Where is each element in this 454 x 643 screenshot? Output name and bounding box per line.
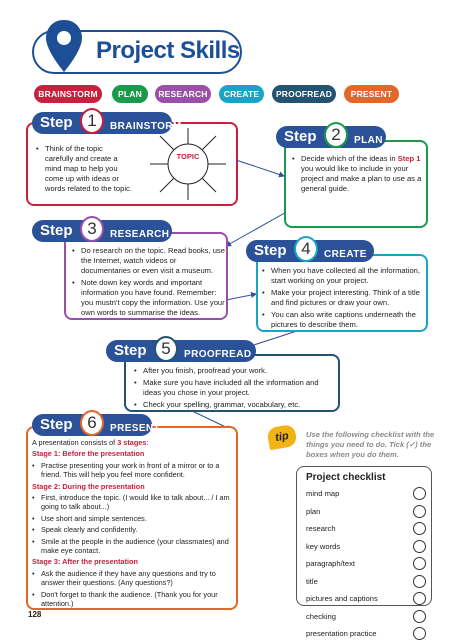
step-4-text: • When you have collected all the information, start working on your project. • Make your project interesting. Think of a title and find pictures or draw your own. • You can also write captions underneath the pictures to describe them. (262, 266, 426, 332)
checklist-item (306, 555, 426, 573)
checklist-item-label: plan (306, 506, 321, 516)
stage-2-heading: Stage 2: During the presentation (32, 481, 145, 491)
checklist-item-label: mind map (306, 489, 340, 499)
page-title: Project Skills (96, 37, 240, 64)
step-3-text: • Do research on the topic. Read books, use the Internet, watch videos or documentaries or even visit a museum. • Note down key words and important information you have found. Remember: you mustn't copy the information. Use your own words to summarise the ideas. (72, 246, 226, 320)
step-2-number: 2 (324, 122, 348, 148)
checklist-list (306, 485, 426, 643)
stage-pill-present: PRESENT (344, 85, 399, 103)
checklist-title: Project checklist (306, 472, 386, 483)
checklist-item (306, 590, 426, 608)
checklist-item-label: presentation practice (306, 629, 377, 639)
checkbox-circle[interactable] (413, 557, 426, 570)
checklist-item-label: checking (306, 611, 336, 621)
checklist-item-label: title (306, 576, 318, 586)
checkbox-circle[interactable] (413, 627, 426, 640)
mind-map-icon (148, 126, 228, 202)
checkbox-circle[interactable] (413, 610, 426, 623)
stage-pill-create: CREATE (219, 85, 264, 103)
step-4-name: CREATE (324, 249, 367, 260)
step-5-badge: Step 5 PROOFREAD (106, 340, 256, 362)
step-6-badge: Step 6 PRESENT (32, 414, 152, 436)
step-2-name: PLAN (354, 135, 383, 146)
stage-1-heading: Stage 1: Before the presentation (32, 449, 145, 459)
checklist-item (306, 520, 426, 538)
stage-3-heading: Stage 3: After the presentation (32, 557, 138, 567)
checkbox-circle[interactable] (413, 540, 426, 553)
step-3-badge: Step 3 RESEARCH (32, 220, 172, 242)
checklist-item-label: research (306, 524, 336, 534)
step-6-text: A presentation consists of 3 stages: Stage 1: Before the presentation • Practise presenting your work in front of a mirror or to a friend. This will help you feel more confident. Stage 2: During the presentation • First, introduce the topic. (I would like to talk about... / I am going to talk about...) • Use short and simple sentences. • Speak clearly and confidently. • Smile at the people in the audience (your classmates) and make eye contact. Stage 3: After the presentation • Ask the audience if they have any questions and try to answer their questions. (Any questions?) • Don't forget to thank the audience. (Thank you for your attention.) (32, 438, 236, 611)
step-4-number: 4 (294, 236, 318, 262)
stage-pill-brainstorm: BRAINSTORM (34, 85, 102, 103)
checklist-item-label: paragraph/text (306, 559, 355, 569)
checkbox-circle[interactable] (413, 487, 426, 500)
checklist-item (306, 485, 426, 503)
checklist-item (306, 608, 426, 626)
tip-badge: tip (266, 424, 297, 451)
step-4-badge: Step 4 CREATE (246, 240, 374, 262)
step-2-text: • Decide which of the ideas in Step 1 you would like to include in your project and make a plan to use as a general guide. (292, 154, 424, 196)
step-1-text: • Think of the topic carefully and create a mind map to help you come up with ideas or words related to the topic. (36, 144, 132, 196)
page-number: 128 (28, 610, 42, 619)
step-5-text: • After you finish, proofread your work. • Make sure you have included all the information and ideas you chose in your project. • Check your spelling, grammar, vocabulary, etc. (134, 366, 338, 412)
checklist-item (306, 573, 426, 591)
step-3-number: 3 (80, 216, 104, 242)
checklist-item (306, 538, 426, 556)
step-2-badge: Step 2 PLAN (276, 126, 386, 148)
stage-pill-proofread: PROOFREAD (272, 85, 336, 103)
stage-pill-research: RESEARCH (155, 85, 211, 103)
tip-text: Use the following checklist with the things you need to do. Tick (✓) the boxes when you do them. (306, 430, 435, 459)
step-1-number: 1 (80, 108, 104, 134)
checkbox-circle[interactable] (413, 505, 426, 518)
step-5-number: 5 (154, 336, 178, 362)
step-5-name: PROOFREAD (184, 349, 252, 360)
checklist-item-label: pictures and captions (306, 594, 378, 604)
topic-label: TOPIC (176, 152, 200, 161)
checklist-item-label: key words (306, 541, 341, 551)
step-6-name: PRESENT (110, 423, 161, 434)
checklist-item (306, 503, 426, 521)
checkbox-circle[interactable] (413, 592, 426, 605)
step-3-name: RESEARCH (110, 229, 170, 240)
step-1-name: BRAINSTORM (110, 121, 182, 132)
step-1-badge: Step 1 BRAINSTORM (32, 112, 172, 134)
checkbox-circle[interactable] (413, 522, 426, 535)
checkbox-circle[interactable] (413, 575, 426, 588)
stage-pill-plan: PLAN (112, 85, 148, 103)
step-6-number: 6 (80, 410, 104, 436)
